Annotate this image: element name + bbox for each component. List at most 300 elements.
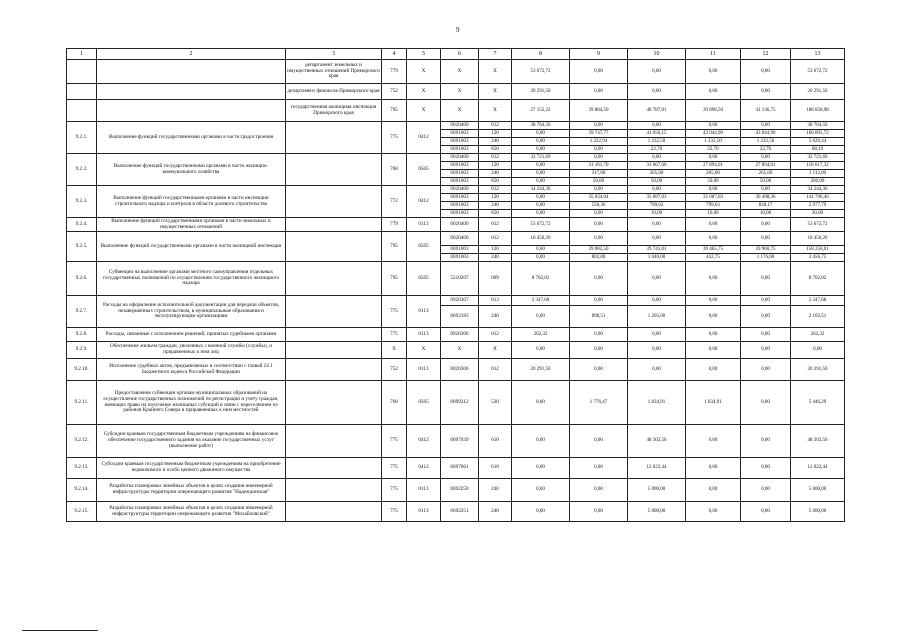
amount-cell: 0,00 — [686, 425, 741, 458]
amount-cell: 0,00 — [570, 146, 628, 154]
header-row — [67, 49, 845, 60]
target-code: 0699312 — [441, 381, 479, 425]
amount-cell: 262,32 — [791, 328, 845, 342]
amount-cell: 1 834,91 — [628, 381, 686, 425]
target-code: 0020306 — [441, 359, 479, 381]
department-code: 779 — [382, 218, 407, 232]
expense-type-code: 610 — [479, 425, 512, 458]
department-code: 795 — [382, 262, 407, 296]
column-header-12: 12 — [741, 49, 791, 60]
amount-cell: 0,00 — [570, 458, 628, 479]
target-code: 0697061 — [441, 458, 479, 479]
measure-name: Субвенции на выполнение органами местного самоуправления отдельных государственных полномочий по осуществлению государственного жилищного надзора — [97, 262, 286, 296]
department-code: 772 — [382, 186, 407, 218]
amount-cell: 30,00 — [791, 210, 845, 218]
department-name: департамент финансов Приморского края — [286, 84, 382, 100]
expense-type-code: 120 — [479, 162, 512, 170]
empty-cell — [286, 381, 382, 425]
expense-type-code: 012 — [479, 328, 512, 342]
table-row — [67, 232, 845, 246]
amount-cell: 0,00 — [686, 60, 741, 84]
expense-type-code: 012 — [479, 186, 512, 194]
amount-cell: 0,00 — [512, 479, 570, 502]
measure-name: Предоставление субвенции органам муниципальных образований на осуществление государственных полномочий по регистрации и учету граждан, имеющих право на получение жилищных субсидий в связи с переселением из районов Крайнего Севера и приравненных к ним местностей — [97, 381, 286, 425]
department-code: 768 — [382, 154, 407, 186]
table-row — [67, 262, 845, 296]
code-cell: X — [479, 100, 512, 122]
amount-cell: 0,00 — [512, 425, 570, 458]
target-code: 0691003 — [441, 138, 479, 146]
amount-cell: 0,00 — [628, 154, 686, 162]
code-cell: 752 — [382, 84, 407, 100]
measure-name: Выполнение функций государственными органами в части градостроения — [97, 122, 286, 154]
amount-cell: 1 834,91 — [686, 381, 741, 425]
amount-cell: 432,75 — [686, 254, 741, 262]
amount-cell: 35 087,03 — [686, 194, 741, 202]
measure-name: Выполнение функций государственными органами в части инспекции строительного надзора и контроля в области долевого строительства — [97, 186, 286, 218]
amount-cell: 0,00 — [570, 262, 628, 296]
expense-type-code: X — [479, 342, 512, 359]
empty-cell — [286, 359, 382, 381]
amount-cell: 38 764,50 — [512, 122, 570, 130]
amount-cell: 0,00 — [741, 60, 791, 84]
amount-cell: 3 456,75 — [791, 254, 845, 262]
amount-cell: 68,10 — [791, 146, 845, 154]
target-code: 0020400 — [441, 122, 479, 130]
department-row — [67, 100, 845, 122]
amount-cell: 0,00 — [741, 186, 791, 194]
department-code: 795 — [382, 232, 407, 262]
amount-cell: 31 161,70 — [570, 162, 628, 170]
amount-cell: 5 020,44 — [791, 138, 845, 146]
expense-type-code: 240 — [479, 170, 512, 178]
expense-type-code: 009 — [479, 262, 512, 296]
amount-cell: 1 232,50 — [686, 138, 741, 146]
amount-cell: 0,00 — [686, 186, 741, 194]
amount-cell: 50,00 — [628, 178, 686, 186]
amount-cell: 27 152,22 — [512, 100, 570, 122]
target-code: 0691003 — [441, 194, 479, 202]
target-code: 0692250 — [441, 479, 479, 502]
row-number: 9.2.15. — [67, 502, 97, 522]
measure-name: Обеспечение жильем граждан, уволенных с военной службы (службы), и приравненных к ним лиц — [97, 342, 286, 359]
amount-cell: 53 672,72 — [791, 218, 845, 232]
amount-cell: 0,00 — [512, 381, 570, 425]
expense-type-code: 013 — [479, 296, 512, 306]
code-cell: X — [441, 84, 479, 100]
amount-cell: 0,00 — [686, 122, 741, 130]
amount-cell: 12 022,44 — [628, 458, 686, 479]
measure-name: Разработка планировки линейных объектов в целях создания инженерной инфраструктуры территории опережающего развития "Надеждинская" — [97, 479, 286, 502]
amount-cell: 0,00 — [628, 232, 686, 246]
code-cell: X — [441, 60, 479, 84]
table-row — [67, 122, 845, 130]
amount-cell: 5 446,29 — [791, 381, 845, 425]
target-code: 0691003 — [441, 130, 479, 138]
amount-cell: 39 082,50 — [570, 246, 628, 254]
amount-cell: 0,00 — [570, 502, 628, 522]
amount-cell: 0,00 — [741, 296, 791, 306]
amount-cell: 0,00 — [570, 342, 628, 359]
amount-cell: 799,63 — [686, 202, 741, 210]
amount-cell: 0,00 — [570, 232, 628, 246]
amount-cell: 0,00 — [628, 296, 686, 306]
amount-cell: 0,00 — [741, 328, 791, 342]
section-code: 0113 — [407, 479, 441, 502]
amount-cell: 0,00 — [512, 458, 570, 479]
amount-cell: 0,00 — [512, 194, 570, 202]
amount-cell: 0,00 — [512, 178, 570, 186]
department-row — [67, 60, 845, 84]
table-row — [67, 381, 845, 425]
department-code: 775 — [382, 328, 407, 342]
amount-cell: 1 112,00 — [791, 170, 845, 178]
row-number: 9.2.7. — [67, 296, 97, 328]
page-number: 9 — [456, 26, 460, 34]
amount-cell: 2 347,68 — [512, 296, 570, 306]
amount-cell: 0,00 — [686, 502, 741, 522]
target-code: 0691003 — [441, 178, 479, 186]
target-code: 0692183 — [441, 306, 479, 328]
amount-cell: 0,00 — [628, 328, 686, 342]
amount-cell: 0,00 — [686, 479, 741, 502]
empty-cell — [97, 84, 286, 100]
empty-cell — [286, 328, 382, 342]
column-header-13: 13 — [791, 49, 845, 60]
amount-cell: 0,00 — [628, 122, 686, 130]
expense-type-code: 850 — [479, 178, 512, 186]
expense-type-code: 850 — [479, 146, 512, 154]
amount-cell: 0,00 — [570, 186, 628, 194]
target-code: 0692251 — [441, 502, 479, 522]
row-number: 9.2.11. — [67, 381, 97, 425]
amount-cell: 0,00 — [512, 170, 570, 178]
column-header-1: 1 — [67, 49, 97, 60]
measure-name: Расходы на оформление исполнительной документации для передачи объектов, незавершенных строительством, в муниципальные образования и эксплуатирующим организациям — [97, 296, 286, 328]
amount-cell: 0,00 — [686, 342, 741, 359]
row-number: 9.2.3. — [67, 186, 97, 218]
expense-type-code: 012 — [479, 154, 512, 162]
amount-cell: 0,00 — [628, 359, 686, 381]
amount-cell: 0,00 — [570, 359, 628, 381]
amount-cell: 5 000,00 — [791, 479, 845, 502]
empty-cell — [286, 502, 382, 522]
amount-cell: 0,00 — [512, 306, 570, 328]
amount-cell: 34 244,36 — [791, 186, 845, 194]
amount-cell: 18 450,20 — [791, 232, 845, 246]
empty-cell — [286, 218, 382, 232]
target-code: 0020400 — [441, 186, 479, 194]
amount-cell: 39 465,75 — [686, 246, 741, 254]
row-number: 9.2.6. — [67, 262, 97, 296]
amount-cell: 5 000,00 — [628, 479, 686, 502]
amount-cell: 20 291,50 — [512, 359, 570, 381]
amount-cell: 22,70 — [686, 146, 741, 154]
column-header-6: 6 — [441, 49, 479, 60]
expense-type-code: 240 — [479, 202, 512, 210]
department-code: 775 — [382, 502, 407, 522]
target-code: 0691003 — [441, 202, 479, 210]
column-header-3: 3 — [286, 49, 382, 60]
code-cell: X — [407, 84, 441, 100]
amount-cell: 27 894,01 — [686, 162, 741, 170]
amount-cell: 50,00 — [741, 178, 791, 186]
amount-cell: 8 702,02 — [512, 262, 570, 296]
empty-cell — [67, 60, 97, 84]
section-code: 0505 — [407, 262, 441, 296]
amount-cell: 0,00 — [741, 154, 791, 162]
expense-type-code: 120 — [479, 246, 512, 254]
amount-cell: 43 044,90 — [741, 130, 791, 138]
amount-cell: 0,00 — [512, 130, 570, 138]
amount-cell: 0,00 — [741, 342, 791, 359]
amount-cell: 0,00 — [570, 425, 628, 458]
measure-name: Выполнение функций государственными органами в части жилищной инспекции — [97, 232, 286, 262]
row-number: 9.2.8. — [67, 328, 97, 342]
row-number: 9.2.10. — [67, 359, 97, 381]
amount-cell: 38 764,50 — [791, 122, 845, 130]
amount-cell: 1 776,47 — [570, 381, 628, 425]
amount-cell: 0,00 — [628, 218, 686, 232]
target-code: 0020400 — [441, 154, 479, 162]
amount-cell: 802,00 — [570, 254, 628, 262]
table-row — [67, 479, 845, 502]
section-code: 0505 — [407, 154, 441, 186]
empty-cell — [286, 232, 382, 262]
amount-cell: 0,00 — [741, 232, 791, 246]
code-cell: X — [407, 100, 441, 122]
empty-cell — [67, 84, 97, 100]
section-code: 0505 — [407, 232, 441, 262]
department-code: 775 — [382, 479, 407, 502]
amount-cell: 10,00 — [686, 210, 741, 218]
amount-cell: 0,00 — [512, 502, 570, 522]
amount-cell: 36 498,36 — [741, 194, 791, 202]
row-number: 9.2.12. — [67, 425, 97, 458]
amount-cell: 0,00 — [628, 60, 686, 84]
row-number: 9.2.9. — [67, 342, 97, 359]
empty-cell — [286, 342, 382, 359]
table-row — [67, 425, 845, 458]
amount-cell: 0,00 — [741, 262, 791, 296]
amount-cell: 0,00 — [570, 84, 628, 100]
column-header-7: 7 — [479, 49, 512, 60]
expense-type-code: 012 — [479, 232, 512, 246]
amount-cell: 550,36 — [570, 202, 628, 210]
row-number: 9.2.13. — [67, 458, 97, 479]
department-row — [67, 84, 845, 100]
target-code: 0691003 — [441, 162, 479, 170]
table-row — [67, 186, 845, 194]
amount-cell: 35 034,04 — [570, 194, 628, 202]
expense-type-code: 240 — [479, 479, 512, 502]
amount-cell: 0,00 — [628, 84, 686, 100]
amount-cell: 0,00 — [741, 502, 791, 522]
code-cell: X — [479, 60, 512, 84]
section-code: 0113 — [407, 502, 441, 522]
amount-cell: 0,00 — [570, 479, 628, 502]
amount-cell: 1 046,00 — [628, 254, 686, 262]
expense-type-code: 850 — [479, 210, 512, 218]
amount-cell: 1 232,50 — [741, 138, 791, 146]
empty-cell — [286, 262, 382, 296]
amount-cell: 0,00 — [570, 154, 628, 162]
amount-cell: 2 347,68 — [791, 296, 845, 306]
amount-cell: 0,00 — [686, 84, 741, 100]
department-code: X — [382, 342, 407, 359]
expense-type-code: 530 — [479, 381, 512, 425]
table-row — [67, 154, 845, 162]
amount-cell: 262,32 — [512, 328, 570, 342]
section-code: 0412 — [407, 122, 441, 154]
amount-cell: 2 103,51 — [791, 306, 845, 328]
amount-cell: 0,00 — [741, 84, 791, 100]
amount-cell: 39 884,50 — [570, 100, 628, 122]
department-code: 775 — [382, 425, 407, 458]
table-row — [67, 218, 845, 232]
amount-cell: 0,00 — [686, 328, 741, 342]
amount-cell: 0,00 — [512, 254, 570, 262]
empty-cell — [286, 186, 382, 218]
empty-cell — [97, 60, 286, 84]
amount-cell: 0,00 — [741, 425, 791, 458]
column-header-5: 5 — [407, 49, 441, 60]
amount-cell: 39 747,77 — [570, 130, 628, 138]
amount-cell: 32 721,69 — [791, 154, 845, 162]
table-row — [67, 359, 845, 381]
empty-cell — [286, 122, 382, 154]
amount-cell: 0,00 — [512, 210, 570, 218]
amount-cell: 0,00 — [512, 246, 570, 254]
amount-cell: 0,00 — [570, 60, 628, 84]
section-code: 0113 — [407, 359, 441, 381]
amount-cell: 39 741,01 — [628, 246, 686, 254]
measure-name: Субсидии краевым государственным бюджетным учреждениям на финансовое обеспечение государственного задания на оказание государственных услуг (выполнение работ) — [97, 425, 286, 458]
code-cell: 779 — [382, 60, 407, 84]
table-row — [67, 342, 845, 359]
department-code: 775 — [382, 458, 407, 479]
amount-cell: 317,00 — [570, 170, 628, 178]
amount-cell: 5 000,00 — [628, 502, 686, 522]
amount-cell: 0,00 — [570, 296, 628, 306]
amount-cell: 1 176,00 — [741, 254, 791, 262]
amount-cell: 0,00 — [512, 162, 570, 170]
amount-cell: 12 022,44 — [791, 458, 845, 479]
code-cell: X — [479, 84, 512, 100]
empty-cell — [286, 296, 382, 328]
column-header-4: 4 — [382, 49, 407, 60]
section-code: 0412 — [407, 458, 441, 479]
amount-cell: 0,00 — [741, 359, 791, 381]
expense-type-code: 240 — [479, 502, 512, 522]
target-code: 0697039 — [441, 425, 479, 458]
target-code: 0691003 — [441, 210, 479, 218]
amount-cell: 0,00 — [512, 202, 570, 210]
amount-cell: 0,00 — [628, 262, 686, 296]
column-header-8: 8 — [512, 49, 570, 60]
expense-type-code: 012 — [479, 218, 512, 232]
target-code: 0691003 — [441, 146, 479, 154]
amount-cell: 799,63 — [628, 202, 686, 210]
expense-type-code: 240 — [479, 306, 512, 328]
row-number: 9.2.2. — [67, 154, 97, 186]
amount-cell: 20 291,50 — [791, 359, 845, 381]
amount-cell: 27 894,01 — [741, 162, 791, 170]
amount-cell: 0,00 — [570, 210, 628, 218]
department-code: 775 — [382, 296, 407, 328]
department-name: департамент земельных и имущественных отношений Приморского края — [286, 60, 382, 84]
amount-cell: 48 302,56 — [628, 425, 686, 458]
amount-cell: 0,00 — [512, 138, 570, 146]
amount-cell: 0,00 — [741, 122, 791, 130]
amount-cell: 141 706,46 — [791, 194, 845, 202]
amount-cell: 0,00 — [570, 328, 628, 342]
amount-cell: 0,00 — [686, 218, 741, 232]
table-row — [67, 458, 845, 479]
section-code: 0412 — [407, 186, 441, 218]
amount-cell: 265,00 — [628, 170, 686, 178]
column-header-10: 10 — [628, 49, 686, 60]
section-code: 0412 — [407, 425, 441, 458]
empty-cell — [97, 100, 286, 122]
measure-name: Расходы, связанные с исполнением решений, принятых судебными органами — [97, 328, 286, 342]
amount-cell: 0,00 — [628, 342, 686, 359]
target-code: 0691003 — [441, 246, 479, 254]
amount-cell: 0,00 — [512, 146, 570, 154]
measure-name: Выполнение функций государственными органами в части жилищно-коммунального хозяйства — [97, 154, 286, 186]
amount-cell: 41 136,75 — [741, 100, 791, 122]
target-code: 0691003 — [441, 170, 479, 178]
amount-cell: 50,00 — [570, 178, 628, 186]
amount-cell: 0,00 — [741, 306, 791, 328]
target-code: 0920307 — [441, 296, 479, 306]
empty-cell — [286, 425, 382, 458]
section-code: X — [407, 342, 441, 359]
target-code: 0020400 — [441, 232, 479, 246]
target-code: 0020400 — [441, 218, 479, 232]
amount-cell: 48 302,56 — [791, 425, 845, 458]
amount-cell: 265,00 — [741, 170, 791, 178]
amount-cell: 8 702,02 — [791, 262, 845, 296]
measure-name: Разработка планировки линейных объектов в целях создания инженерной инфраструктуры территории опережающего развития "Михайловский" — [97, 502, 286, 522]
amount-cell: 0,00 — [741, 458, 791, 479]
measure-name: Исполнение судебных актов, предъявляемых в соответствии с главой 24.1 Бюджетного кодекса Российской Федерации — [97, 359, 286, 381]
amount-cell: 0,00 — [686, 232, 741, 246]
amount-cell: 0,00 — [686, 262, 741, 296]
amount-cell: 188 858,98 — [791, 100, 845, 122]
target-code: 5210207 — [441, 262, 479, 296]
amount-cell: 43 044,90 — [686, 130, 741, 138]
section-code: 0113 — [407, 296, 441, 328]
section-code: 0505 — [407, 381, 441, 425]
amount-cell: 22,70 — [628, 146, 686, 154]
empty-cell — [286, 479, 382, 502]
amount-cell: 18 450,20 — [512, 232, 570, 246]
table-row — [67, 296, 845, 306]
amount-cell: 0,00 — [791, 342, 845, 359]
code-cell: 795 — [382, 100, 407, 122]
code-cell: X — [441, 100, 479, 122]
amount-cell: 0,00 — [628, 186, 686, 194]
amount-cell: 0,00 — [512, 342, 570, 359]
table-row — [67, 502, 845, 522]
amount-cell: 0,00 — [570, 218, 628, 232]
amount-cell: 53 672,72 — [512, 60, 570, 84]
measure-name: Субсидии краевым государственным бюджетным учреждениям на приобретение недвижимого и особо ценного движимого имущества — [97, 458, 286, 479]
amount-cell: 0,00 — [686, 458, 741, 479]
department-code: 768 — [382, 381, 407, 425]
amount-cell: 31 667,60 — [628, 162, 686, 170]
